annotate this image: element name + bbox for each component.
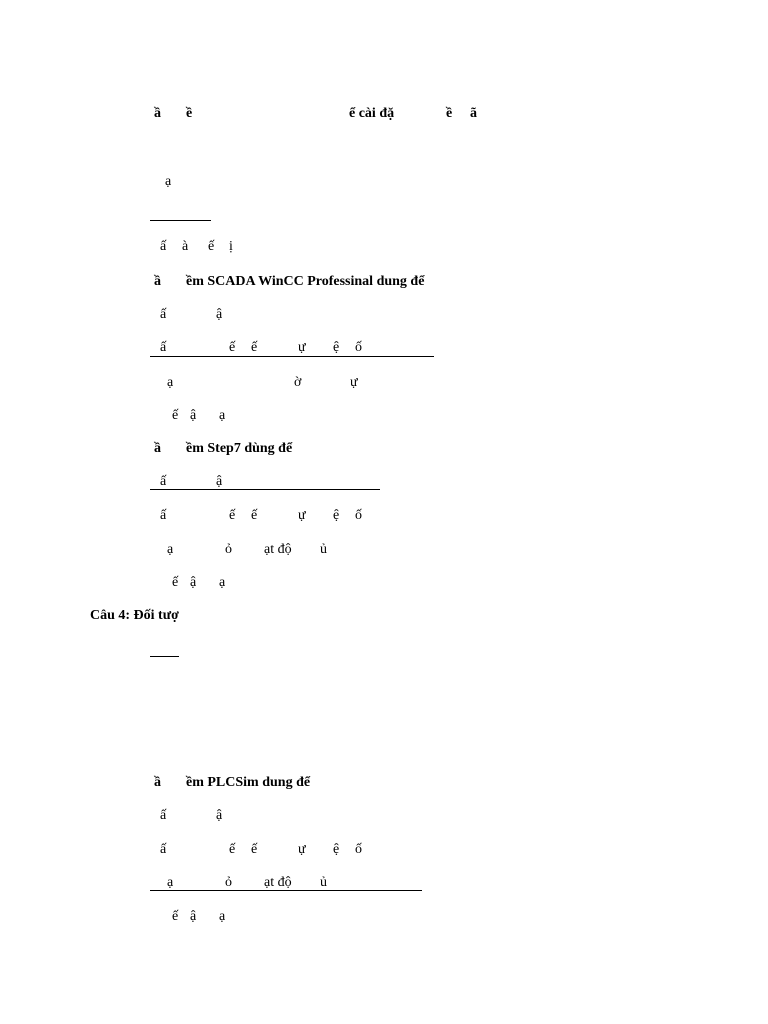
title-fragment: ềm Step7 dùng để: [186, 441, 293, 456]
text-fragment: ậ: [216, 808, 223, 823]
text-fragment: ấ: [160, 508, 167, 523]
text-fragment: ậ: [216, 307, 223, 322]
text-fragment: ậ: [190, 575, 197, 590]
text-fragment: ố: [355, 340, 362, 355]
q5-title: [0, 773, 768, 793]
text-fragment: ạt độ: [264, 542, 292, 557]
text-fragment: ị: [229, 239, 233, 254]
q2-option-c: [0, 373, 768, 393]
heading-fragment: ề: [186, 106, 193, 121]
text-fragment: ự: [350, 375, 358, 390]
text-fragment: ậ: [190, 408, 197, 423]
q5-option-a: [0, 806, 768, 826]
title-fragment: ềm SCADA WinCC Professinal dung để: [186, 274, 425, 289]
text-fragment: ệ: [333, 842, 340, 857]
text-fragment: ủ: [320, 542, 327, 557]
text-fragment: ờ: [294, 375, 302, 390]
title-fragment: ầ: [154, 274, 161, 289]
text-fragment: ạ: [219, 408, 226, 423]
text-fragment: ạ: [167, 542, 174, 557]
title-fragment: ềm PLCSim dung để: [186, 775, 311, 790]
heading-fragment: ầ: [154, 106, 161, 121]
text-fragment: ố: [355, 842, 362, 857]
text-fragment: ủ: [320, 875, 327, 890]
title-fragment: ầ: [154, 775, 161, 790]
text-fragment: ế: [229, 340, 236, 355]
text-fragment: ế: [172, 575, 179, 590]
text-fragment: ế: [251, 508, 258, 523]
text-fragment: ế: [251, 842, 258, 857]
text-fragment: ự: [298, 340, 306, 355]
q3-title: [0, 439, 768, 459]
text-fragment: ế: [208, 239, 215, 254]
text-fragment: ạ: [167, 875, 174, 890]
heading-fragment: ã: [470, 106, 477, 121]
text-fragment: ỏ: [225, 875, 232, 890]
heading-fragment: ể cài đặ: [349, 106, 395, 121]
text-fragment: ấ: [160, 474, 167, 489]
title-fragment: ầ: [154, 441, 161, 456]
q2-option-b: [0, 338, 768, 358]
text-fragment: ạt độ: [264, 875, 292, 890]
text-fragment: ấ: [160, 340, 167, 355]
text-fragment: ế: [229, 508, 236, 523]
text-fragment: ự: [298, 508, 306, 523]
q2-option-d: [0, 406, 768, 426]
q3-option-b: [0, 506, 768, 526]
text-fragment: ỏ: [225, 542, 232, 557]
text-fragment: ậ: [190, 909, 197, 924]
q5-option-b: [0, 840, 768, 860]
q3-option-d: [0, 573, 768, 593]
answer-underline: [150, 356, 434, 357]
text-fragment: ạ: [219, 909, 226, 924]
text-fragment: ế: [229, 842, 236, 857]
text-fragment: ậ: [216, 474, 223, 489]
q3-option-a: [0, 472, 768, 492]
text-fragment: ế: [251, 340, 258, 355]
q5-option-d: [0, 907, 768, 927]
q3-option-c: [0, 540, 768, 560]
answer-blank-underline: [150, 220, 211, 221]
text-fragment: ấ: [160, 808, 167, 823]
heading-top: [0, 104, 768, 124]
answer-blank-underline: [150, 656, 179, 657]
text-fragment: ạ: [165, 174, 172, 189]
answer-underline: [150, 890, 422, 891]
q1-line-2: [0, 237, 768, 257]
text-fragment: ạ: [167, 375, 174, 390]
q4-title: Câu 4: Đối tượ: [90, 608, 179, 623]
text-fragment: ố: [355, 508, 362, 523]
text-fragment: ế: [172, 408, 179, 423]
q2-option-a: [0, 305, 768, 325]
text-fragment: ự: [298, 842, 306, 857]
text-fragment: ấ: [160, 239, 167, 254]
text-fragment: ệ: [333, 508, 340, 523]
q1-line-1: [0, 172, 768, 192]
text-fragment: ệ: [333, 340, 340, 355]
text-fragment: ạ: [219, 575, 226, 590]
heading-fragment: ề: [446, 106, 453, 121]
text-fragment: ế: [172, 909, 179, 924]
text-fragment: ấ: [160, 842, 167, 857]
answer-underline: [150, 489, 380, 490]
text-fragment: ấ: [160, 307, 167, 322]
text-fragment: à: [182, 239, 189, 254]
q2-title: [0, 272, 768, 292]
